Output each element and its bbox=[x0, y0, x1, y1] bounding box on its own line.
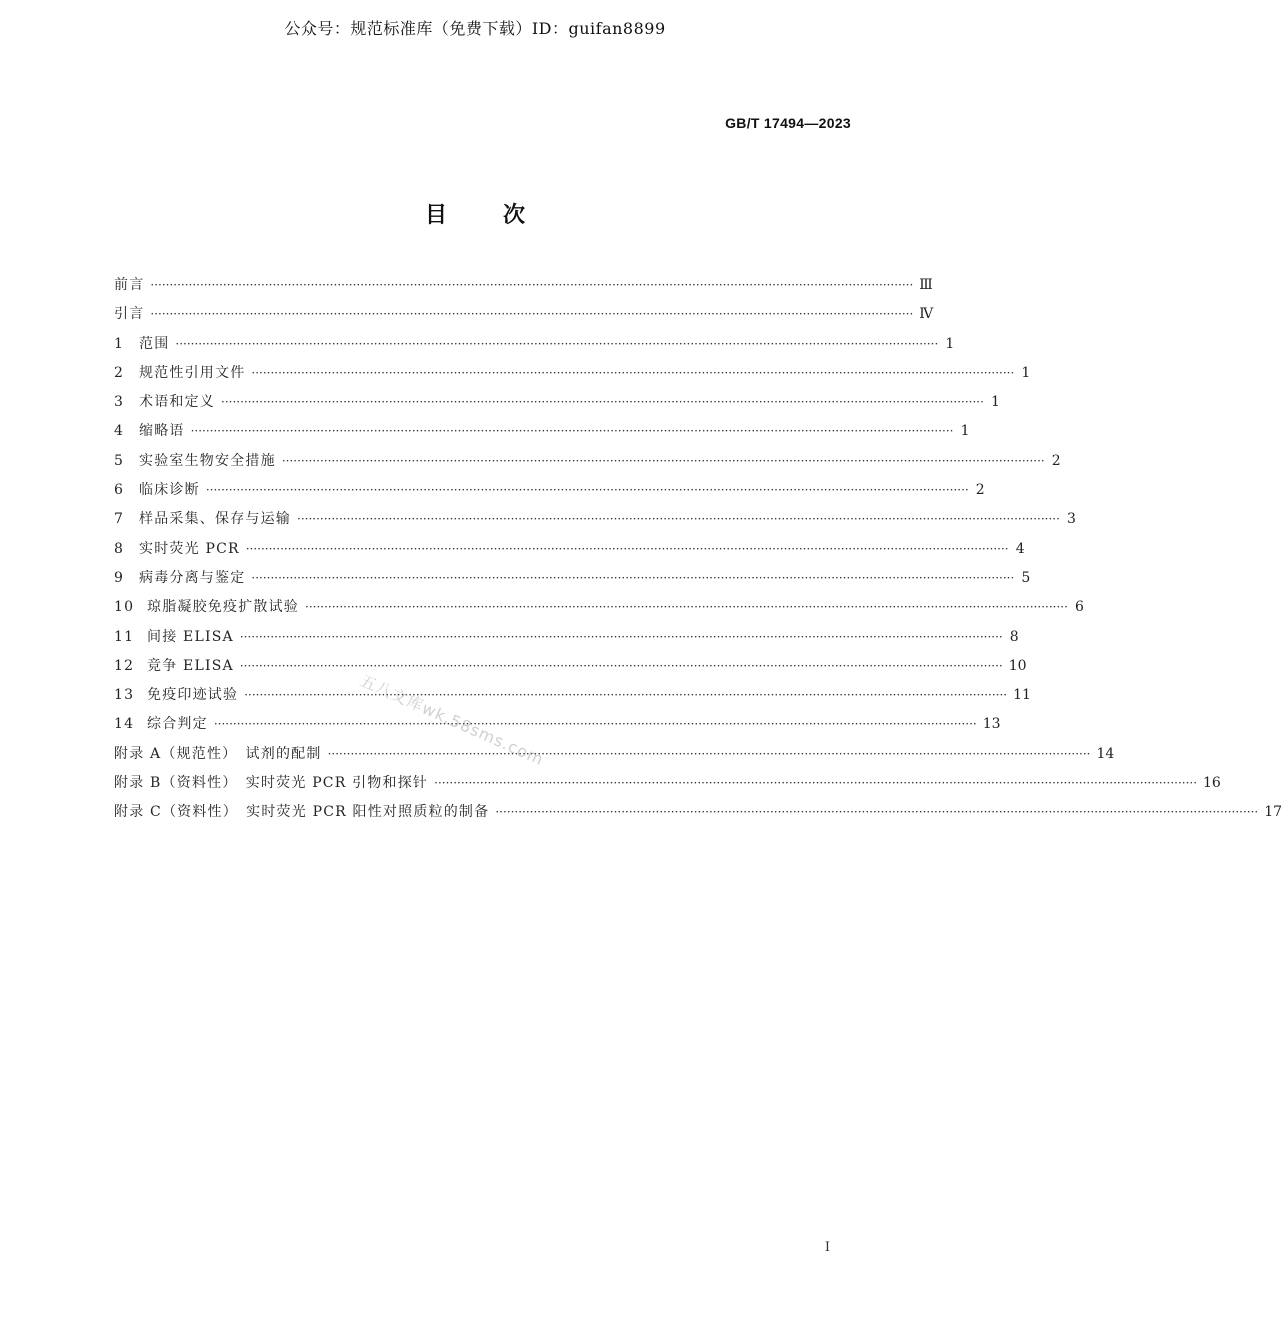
toc-entry-page: 1 bbox=[945, 335, 955, 352]
dot-leader: ········································································································································································································ bbox=[190, 424, 954, 439]
dot-leader: ········································································································································································································ bbox=[239, 658, 1003, 673]
toc-entry-label: 间接 ELISA bbox=[147, 628, 234, 645]
toc-entry[interactable] bbox=[114, 362, 1031, 391]
toc-entry-page: 1 bbox=[1021, 364, 1031, 381]
toc-entry-label: 琼脂凝胶免疫扩散试验 bbox=[147, 599, 299, 616]
toc-entry-page: 1 bbox=[960, 423, 970, 440]
toc-entry-number: 3 bbox=[114, 394, 125, 411]
toc-entry-page: 17 bbox=[1264, 804, 1282, 821]
toc-entry[interactable] bbox=[114, 567, 1031, 596]
toc-entry-number: 14 bbox=[114, 716, 135, 733]
toc-entry-number: 5 bbox=[114, 452, 125, 469]
toc-entry-page: 5 bbox=[1021, 569, 1031, 586]
toc-entry-label: 综合判定 bbox=[147, 716, 208, 733]
dot-leader: ········································································································································································································ bbox=[281, 453, 1045, 468]
dot-leader: ········································································································································································································ bbox=[175, 336, 939, 351]
toc-entry[interactable] bbox=[114, 479, 985, 508]
dot-leader: ········································································································································································································ bbox=[150, 307, 914, 322]
toc-entry-label: 附录 C（资料性） 实时荧光 PCR 阳性对照质粒的制备 bbox=[114, 804, 490, 821]
toc-entry-number: 10 bbox=[114, 599, 135, 616]
toc-entry-page: 13 bbox=[982, 716, 1001, 733]
toc-entry-number: 8 bbox=[114, 540, 125, 557]
toc-entry-page: 14 bbox=[1096, 745, 1115, 762]
dot-leader: ········································································································································································································ bbox=[305, 600, 1068, 615]
toc-entry[interactable] bbox=[114, 538, 1025, 567]
toc-entry[interactable] bbox=[114, 274, 933, 303]
toc-entry-label: 术语和定义 bbox=[139, 394, 215, 411]
toc-entry-page: 10 bbox=[1008, 657, 1027, 674]
dot-leader: ········································································································································································································ bbox=[150, 278, 914, 292]
dot-leader: ········································································································································································································ bbox=[251, 570, 1015, 585]
dot-leader: ········································································································································································································ bbox=[297, 512, 1060, 527]
toc-entry-number: 9 bbox=[114, 569, 125, 586]
toc-entry-label: 竞争 ELISA bbox=[147, 657, 234, 674]
toc-entry-label: 样品采集、保存与运输 bbox=[139, 511, 291, 528]
toc-entry-number: 2 bbox=[114, 364, 125, 381]
toc-entry[interactable] bbox=[114, 420, 970, 449]
toc-entry-label: 前言 bbox=[114, 277, 145, 293]
toc-entry[interactable] bbox=[114, 450, 1061, 479]
toc-entry[interactable] bbox=[114, 772, 1221, 801]
toc-entry-label: 引言 bbox=[114, 306, 145, 323]
banner-text: 公众号：规范标准库（免费下载）ID：guifan8899 bbox=[284, 19, 666, 38]
toc-entry-number: 6 bbox=[114, 482, 125, 499]
toc-entry[interactable] bbox=[114, 391, 1000, 420]
toc-entry[interactable] bbox=[114, 303, 934, 332]
toc-entry-number: 7 bbox=[114, 511, 125, 528]
toc-entry-number: 11 bbox=[114, 628, 135, 645]
toc-entry[interactable] bbox=[114, 655, 1027, 684]
toc-entry-number: 13 bbox=[114, 687, 135, 704]
toc-entry-label: 免疫印迹试验 bbox=[147, 687, 239, 704]
toc-entry-page: 2 bbox=[1051, 452, 1061, 469]
toc-entry[interactable] bbox=[114, 626, 1019, 655]
dot-leader: ········································································································································································································ bbox=[327, 746, 1091, 761]
dot-leader: ········································································································································································································ bbox=[251, 365, 1015, 380]
dot-leader: ········································································································································································································ bbox=[244, 688, 1008, 703]
toc-entry[interactable] bbox=[114, 333, 955, 362]
toc-entry-page: 11 bbox=[1013, 687, 1031, 704]
toc-entry-number: 4 bbox=[114, 423, 125, 440]
dot-leader: ········································································································································································································ bbox=[205, 483, 969, 498]
toc-title: 目次 bbox=[424, 203, 581, 228]
toc-entry[interactable] bbox=[114, 801, 1282, 830]
dot-leader: ········································································································································································································ bbox=[434, 776, 1198, 791]
watermark: 五八文库wk.58sms.com bbox=[357, 670, 547, 770]
dot-leader: ········································································································································································································ bbox=[245, 541, 1009, 556]
dot-leader: ········································································································································································································ bbox=[213, 717, 977, 732]
toc-entry-number: 12 bbox=[114, 657, 135, 674]
toc-entry-page: Ⅲ bbox=[919, 277, 933, 293]
table-of-contents bbox=[114, 274, 1282, 831]
toc-entry-page: 6 bbox=[1074, 599, 1084, 616]
toc-entry-page: 3 bbox=[1066, 511, 1076, 528]
toc-entry[interactable] bbox=[114, 508, 1076, 537]
toc-entry-label: 规范性引用文件 bbox=[139, 364, 246, 381]
toc-entry-label: 临床诊断 bbox=[139, 482, 200, 499]
dot-leader: ········································································································································································································ bbox=[239, 629, 1003, 644]
toc-entry-label: 病毒分离与鉴定 bbox=[139, 569, 246, 586]
toc-entry-page: 1 bbox=[990, 394, 1000, 411]
toc-entry-label: 附录 B（资料性） 实时荧光 PCR 引物和探针 bbox=[114, 775, 429, 792]
toc-entry-number: 1 bbox=[114, 335, 125, 352]
toc-entry[interactable] bbox=[114, 743, 1115, 772]
dot-leader: ········································································································································································································ bbox=[495, 805, 1259, 820]
toc-entry-page: 16 bbox=[1203, 775, 1221, 792]
toc-entry-page: 2 bbox=[975, 482, 985, 499]
toc-entry-label: 实时荧光 PCR bbox=[139, 540, 240, 557]
toc-entry-page: 4 bbox=[1015, 540, 1025, 557]
toc-entry-label: 范围 bbox=[139, 335, 170, 352]
page-number: I bbox=[824, 1240, 830, 1255]
toc-entry[interactable] bbox=[114, 596, 1084, 625]
toc-entry-label: 实验室生物安全措施 bbox=[139, 452, 276, 469]
standard-code: GB/T 17494—2023 bbox=[725, 115, 851, 131]
toc-entry[interactable] bbox=[114, 684, 1031, 713]
toc-entry-page: Ⅳ bbox=[919, 306, 934, 323]
dot-leader: ········································································································································································································ bbox=[221, 395, 984, 410]
toc-entry-label: 缩略语 bbox=[139, 423, 185, 440]
toc-entry-page: 8 bbox=[1009, 628, 1019, 645]
toc-entry-label: 附录 A（规范性） 试剂的配制 bbox=[114, 745, 322, 762]
